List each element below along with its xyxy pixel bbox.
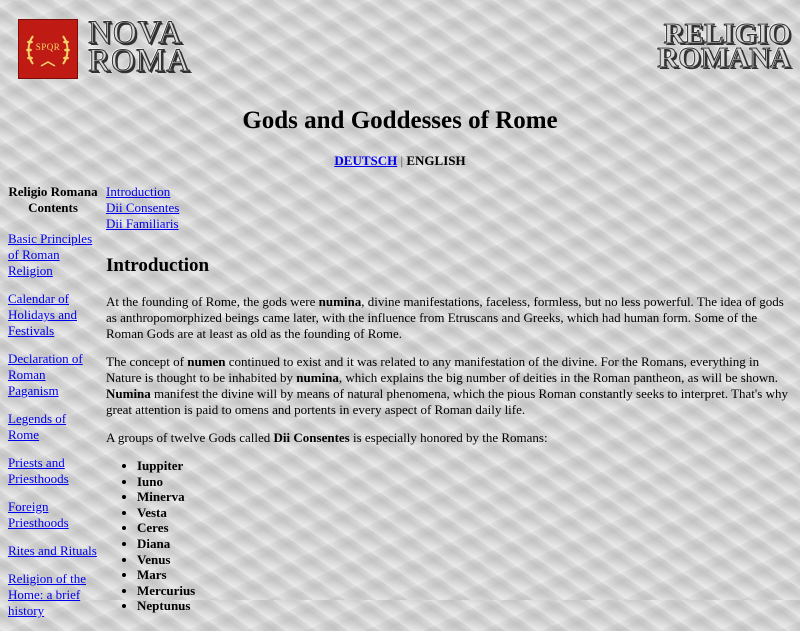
page-title: Gods and Goddesses of Rome [242,107,558,134]
sidebar-link-priests[interactable]: Priests and Priesthoods [8,455,69,486]
sidebar-title [8,184,98,216]
sidebar-link-foreign-priesthoods[interactable]: Foreign Priesthoods [8,499,69,530]
list-item: • Ceres [137,520,796,536]
sidebar-link-calendar[interactable]: Calendar of Holidays and Festivals [8,291,77,338]
intro-paragraph-1: At the founding of Rome, the gods were numina, divine manifestations, faceless, formless, but no less powerful. The idea of gods as anthropomorphized beings came later, with the influence from Etruscans and Greeks, which had human form. Some of the Roman Gods are at least as old as the founding of Rome. [106,294,784,341]
table-of-contents [106,184,796,232]
list-item: • Vesta [137,505,796,521]
list-item: • Iuno [137,474,796,490]
list-item: • Diana [137,536,796,552]
lang-deutsch-link[interactable]: DEUTSCH [334,153,398,168]
sidebar-link-declaration[interactable]: Declaration of Roman Paganism [8,351,83,398]
seal-text: SPQR [35,42,61,52]
sidebar-link-basic-principles[interactable]: Basic Principles of Roman Religion [8,231,93,278]
list-item: • Neptunus [137,598,796,614]
logo-left-line1: NOVA [88,15,184,51]
lang-separator: | [400,153,404,168]
intro-paragraph-2: The concept of numen continued to exist and it was related to any manifestation of the divine. For the Romans, everything in Nature is thought to be inhabited by numina, which explains the big number of deities in the Roman pantheon, as will be shown. Numina manifest the divine will by means of natural phenomena, which the pious Roman constantly seeks to interpret. That's why great attention is paid to omens and portents in every aspect of Roman daily life. [106,354,788,417]
intro-paragraph-3: A groups of twelve Gods called Dii Consentes is especially honored by the Romans: [106,430,548,445]
toc-link-introduction[interactable]: Introduction [106,184,171,199]
dii-consentes-list [106,458,796,614]
religio-romana-logo[interactable] [657,18,791,74]
sidebar-contents [8,184,98,631]
list-item: • Minerva [137,489,796,505]
language-switcher [0,153,800,169]
spqr-seal-logo[interactable] [18,19,78,79]
sidebar-title-line2: Contents [28,200,78,215]
introduction-heading: Introduction [106,255,210,276]
sidebar-link-legends[interactable]: Legends of Rome [8,411,67,442]
main-content [106,184,796,614]
logo-right-line2: ROMANA [657,42,791,74]
nova-roma-logo[interactable] [88,15,192,79]
toc-link-dii-familiaris[interactable]: Dii Familiaris [106,216,179,231]
list-item: • Iuppiter [137,458,796,474]
sidebar-link-religion-home[interactable]: Religion of the Home: a brief history [8,571,86,618]
list-item: • Venus [137,552,796,568]
toc-link-dii-consentes[interactable]: Dii Consentes [106,200,180,215]
logo-left-line2: ROMA [88,43,192,79]
list-item: • Mercurius [137,583,796,599]
lang-english-current: ENGLISH [406,153,466,168]
logo-right-line1: RELIGIO [663,18,791,50]
sidebar-link-rites[interactable]: Rites and Rituals [8,543,97,558]
list-item: • Mars [137,567,796,583]
sidebar-title-line1: Religio Romana [8,184,98,199]
